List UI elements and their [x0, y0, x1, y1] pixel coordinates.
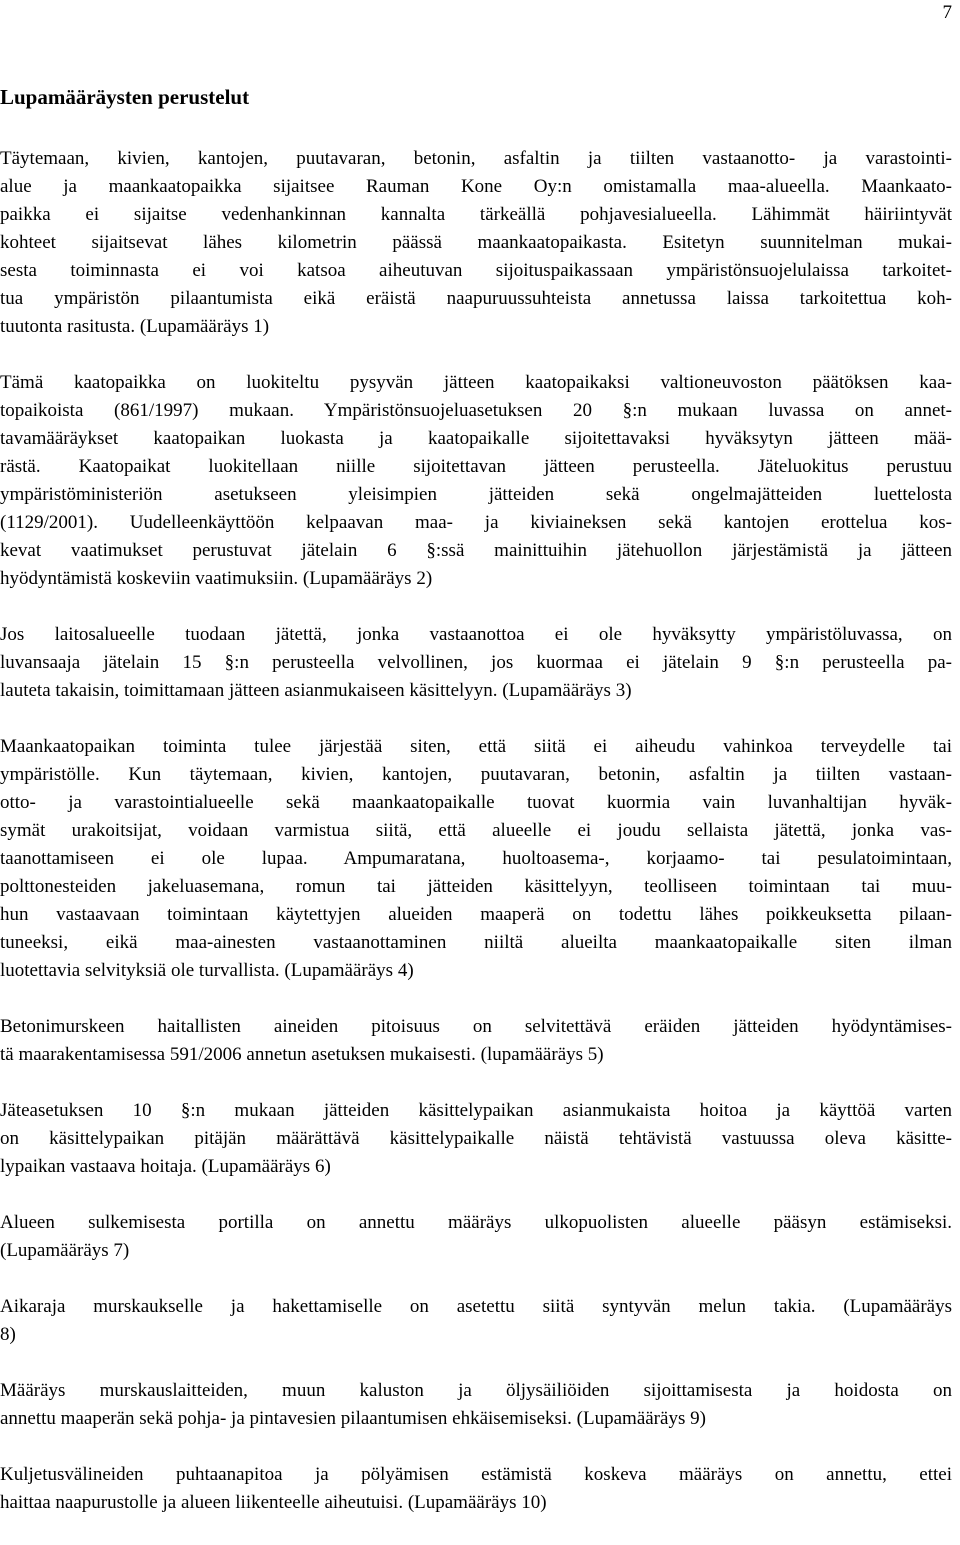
document-body	[0, 83, 952, 1545]
text-line: on käsittelypaikan pitäjän määrättävä käsittelypaikalle näistä tehtävistä vastuussa oleva käsitte-	[0, 1128, 952, 1149]
text-line: ympäristölle. Kun täytemaan, kivien, kantojen, puutavaran, betonin, asfaltin ja tiilten vastaan-	[0, 764, 952, 785]
text-line: tua ympäristön pilaantumista eikä eräistä naapuruussuhteista annetussa laissa tarkoitettua koh-	[0, 288, 952, 309]
text-line: Maankaatopaikan toiminta tulee järjestää siten, että siitä ei aiheudu vahinkoa terveydelle tai	[0, 736, 952, 757]
text-line: tuutonta rasitusta. (Lupamääräys 1)	[0, 316, 270, 337]
text-line: hun vastaavaan toimintaan käytettyjen alueiden maaperä on todettu lähes poikkeuksetta pilaan-	[0, 904, 952, 925]
text-line: sesta toiminnasta ei voi katsoa aiheutuvan sijoituspaikassaan ympäristönsuojelulaissa tarkoitet-	[0, 260, 952, 281]
text-line: luotettavia selvityksiä ole turvallista. (Lupamääräys 4)	[0, 960, 414, 981]
text-line: lauteta takaisin, toimittamaan jätteen asianmukaiseen käsittelyyn. (Lupamääräys 3)	[0, 680, 632, 701]
text-line: ympäristöministeriön asetukseen yleisimpien jätteiden sekä ongelmajätteiden luettelosta	[0, 484, 952, 505]
paragraph	[0, 621, 952, 705]
paragraph	[0, 1209, 952, 1265]
text-line: 8)	[0, 1324, 16, 1345]
text-line: Kuljetusvälineiden puhtaanapitoa ja pölyämisen estämistä koskeva määräys on annettu, ettei	[0, 1464, 952, 1485]
text-line: haittaa naapurustolle ja alueen liikenteelle aiheutuisi. (Lupamääräys 10)	[0, 1492, 547, 1513]
text-line: lypaikan vastaava hoitaja. (Lupamääräys 6)	[0, 1156, 331, 1177]
paragraph	[0, 369, 952, 593]
paragraph	[0, 1293, 952, 1349]
section-heading: Lupamääräysten perustelut	[0, 85, 250, 109]
text-line: taanottamiseen ei ole lupaa. Ampumaratana, huoltoasema-, korjaamo- tai pesulatoimintaan,	[0, 848, 952, 869]
paragraph	[0, 1097, 952, 1181]
text-line: polttonesteiden jakeluasemana, romun tai jätteiden käsittelyyn, teolliseen toimintaan tai muu-	[0, 876, 952, 897]
paragraph	[0, 1013, 952, 1069]
text-line: alue ja maankaatopaikka sijaitsee Rauman Kone Oy:n omistamalla maa-alueella. Maankaato-	[0, 176, 952, 197]
text-line: otto- ja varastointialueelle sekä maankaatopaikalle tuovat kuormia vain luvanhaltijan hyväk-	[0, 792, 952, 813]
text-line: rästä. Kaatopaikat luokitellaan niille sijoitettavan jätteen perusteella. Jäteluokitus perustuu	[0, 456, 952, 477]
text-line: annettu maaperän sekä pohja- ja pintavesien pilaantumisen ehkäisemiseksi. (Lupamääräys 9)	[0, 1408, 706, 1429]
text-line: symät urakoitsijat, voidaan varmistua siitä, että alueelle ei joudu sellaista jätettä, jonka vas-	[0, 820, 952, 841]
paragraph	[0, 145, 952, 341]
text-line: Betonimurskeen haitallisten aineiden pitoisuus on selvitettävä eräiden jätteiden hyödyntämises-	[0, 1016, 952, 1037]
paragraph	[0, 733, 952, 985]
text-line: topaikoista (861/1997) mukaan. Ympäristönsuojeluasetuksen 20 §:n mukaan luvassa on annet-	[0, 400, 952, 421]
text-line: Aikaraja murskaukselle ja hakettamiselle on asetettu siitä syntyvän melun takia. (Lupamääräys	[0, 1296, 952, 1317]
text-line: Jäteasetuksen 10 §:n mukaan jätteiden käsittelypaikan asianmukaista hoitoa ja käyttöä varten	[0, 1100, 952, 1121]
text-line: hyödyntämistä koskeviin vaatimuksiin. (Lupamääräys 2)	[0, 568, 433, 589]
page-number: 7	[942, 2, 952, 23]
text-line: paikka ei sijaitse vedenhankinnan kannalta tärkeällä pohjavesialueella. Lähimmät häiriintyvät	[0, 204, 952, 225]
text-line: kohteet sijaitsevat lähes kilometrin päässä maankaatopaikasta. Esitetyn suunnitelman mukai-	[0, 232, 952, 253]
text-line: Tämä kaatopaikka on luokiteltu pysyvän jätteen kaatopaikaksi valtioneuvoston päätöksen kaa-	[0, 372, 952, 393]
text-line: Alueen sulkemisesta portilla on annettu määräys ulkopuolisten alueelle pääsyn estämiseksi.	[0, 1212, 952, 1233]
text-line: (Lupamääräys 7)	[0, 1240, 130, 1261]
text-line: Jos laitosalueelle tuodaan jätettä, jonka vastaanottoa ei ole hyväksytty ympäristöluvassa, on	[0, 624, 952, 645]
text-line: Täytemaan, kivien, kantojen, puutavaran, betonin, asfaltin ja tiilten vastaanotto- ja varastointi-	[0, 148, 952, 169]
text-line: luvansaaja jätelain 15 §:n perusteella velvollinen, jos kuormaa ei jätelain 9 §:n perusteella pa-	[0, 652, 952, 673]
text-line: kevat vaatimukset perustuvat jätelain 6 §:ssä mainittuihin jätehuollon järjestämistä ja jätteen	[0, 540, 952, 561]
text-line: (1129/2001). Uudelleenkäyttöön kelpaavan maa- ja kiviaineksen sekä kantojen erottelua kos-	[0, 512, 952, 533]
text-line: tavamääräykset kaatopaikan luokasta ja kaatopaikalle sijoitettavaksi hyväksytyn jätteen mää-	[0, 428, 952, 449]
text-line: Määräys murskauslaitteiden, muun kaluston ja öljysäiliöiden sijoittamisesta ja hoidosta on	[0, 1380, 952, 1401]
paragraph-list	[0, 145, 952, 1517]
paragraph	[0, 1377, 952, 1433]
paragraph	[0, 1461, 952, 1517]
text-line: tuneeksi, eikä maa-ainesten vastaanottaminen niiltä alueilta maankaatopaikalle siten ilman	[0, 932, 952, 953]
text-line: tä maarakentamisessa 591/2006 annetun asetuksen mukaisesti. (lupamääräys 5)	[0, 1044, 604, 1065]
